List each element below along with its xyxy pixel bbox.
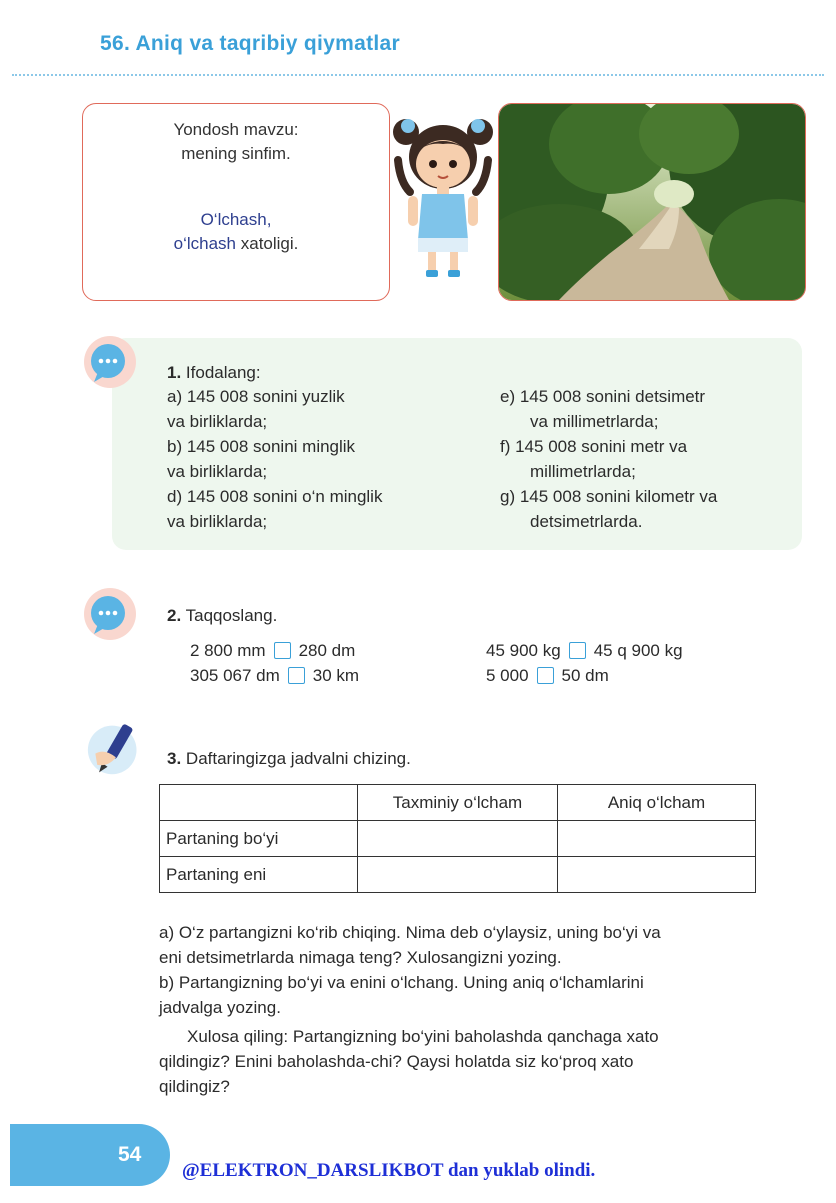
exercise-3-paragraph-b: b) Partangizning bo‘yi va enini o‘lchang. Uning aniq o‘lchamlarini jadvalga yozing. [159, 973, 644, 1017]
exercise-1-item-d-line1: d) 145 008 sonini o‘n minglik [167, 487, 383, 506]
comparison-row: 5 000 50 dm [486, 666, 609, 685]
download-watermark: @ELEKTRON_DARSLIKBOT dan yuklab olindi. [182, 1160, 596, 1181]
exercise-1-heading: 1. Ifodalang: [167, 363, 261, 382]
exercise-1-item-f-line1: f) 145 008 sonini metr va [500, 437, 688, 456]
forest-road-image [499, 104, 805, 300]
related-topic-heading: Yondosh mavzu: [173, 120, 299, 139]
exercise-1-left-column [167, 384, 382, 534]
table-row [160, 821, 756, 857]
exercise-1-item-a-line2: va birliklarda; [167, 412, 268, 431]
related-topic-name: mening sinfim. [181, 144, 291, 163]
table-header-cell: Aniq o‘lcham [558, 785, 756, 821]
speech-bubble-icon [84, 336, 146, 394]
measurement-topic-line2: o‘lchash xatoligi. [173, 234, 299, 253]
speech-bubble-icon [84, 588, 146, 646]
exercise-1-item-d-line2: va birliklarda; [167, 512, 268, 531]
table-row [160, 857, 756, 893]
answer-box[interactable] [569, 642, 586, 659]
table-cell: Partaning bo‘yi [160, 821, 358, 857]
dotted-divider [12, 74, 824, 76]
comparison-row: 305 067 dm 30 km [190, 666, 360, 685]
related-topic-box [82, 103, 390, 301]
exercise-1-item-a-line1: a) 145 008 sonini yuzlik [167, 387, 345, 406]
exercise-2-heading: 2. Taqqoslang. [167, 606, 278, 625]
exercise-1-item-f-line2: millimetrlarda; [530, 462, 636, 481]
exercise-1-item-g-line1: g) 145 008 sonini kilometr va [500, 487, 718, 506]
exercise-3-conclusion: Xulosa qiling: Partangizning bo‘yini baholashda qanchaga xato qildingiz? Enini baholashda-chi? Qaysi holatda siz ko‘proq xato qildingiz? [159, 1027, 659, 1096]
exercise-1-right-column [500, 384, 717, 534]
table-header-cell: Taxminiy o‘lcham [358, 785, 558, 821]
pencil-writing-icon [84, 720, 146, 778]
table-cell [558, 857, 756, 893]
exercise-1-item-g-line2: detsimetrlarda. [530, 512, 643, 531]
answer-box[interactable] [537, 667, 554, 684]
comparison-row: 45 900 kg 45 q 900 kg [486, 641, 683, 660]
lesson-title: 56. Aniq va taqribiy qiymatlar [100, 32, 400, 55]
related-topic-text [83, 118, 389, 166]
measurement-table [159, 784, 756, 893]
girl-illustration [388, 112, 498, 282]
table-cell: Partaning eni [160, 857, 358, 893]
measurement-topic-text [83, 208, 389, 256]
page-number: 54 [118, 1143, 142, 1166]
answer-box[interactable] [288, 667, 305, 684]
forest-road-photo [498, 103, 806, 301]
table-cell [358, 857, 558, 893]
exercise-1-item-b-line2: va birliklarda; [167, 462, 268, 481]
table-header-row [160, 785, 756, 821]
table-cell [558, 821, 756, 857]
exercise-3-paragraph-a: a) O‘z partangizni ko‘rib chiqing. Nima deb o‘ylaysiz, uning bo‘yi va eni detsimetrlarda nimaga teng? Xulosangizni yozing. [159, 923, 661, 967]
exercise-3-heading: 3. Daftaringizga jadvalni chizing. [167, 749, 411, 768]
page-number-tab [10, 1124, 170, 1186]
table-cell [358, 821, 558, 857]
table-header-cell [160, 785, 358, 821]
exercise-1-item-b-line1: b) 145 008 sonini minglik [167, 437, 356, 456]
answer-box[interactable] [274, 642, 291, 659]
comparison-row: 2 800 mm 280 dm [190, 641, 356, 660]
exercise-1-item-e-line1: e) 145 008 sonini detsimetr [500, 387, 706, 406]
measurement-topic-line1: O‘lchash, [200, 210, 272, 229]
exercise-1-item-e-line2: va millimetrlarda; [530, 412, 659, 431]
